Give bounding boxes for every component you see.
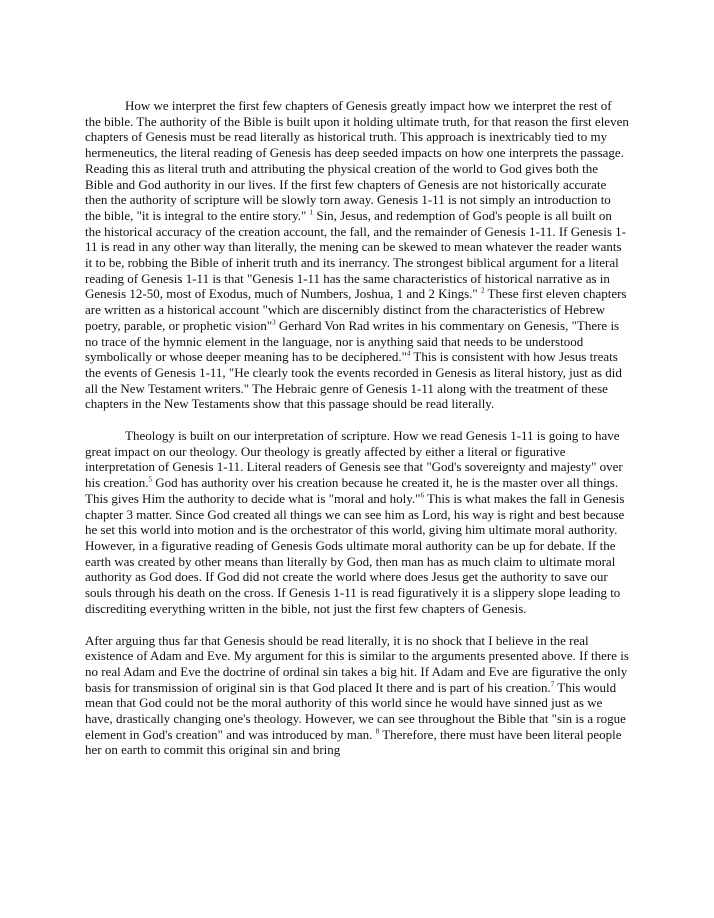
- paragraph-text: Therefore, there must have been literal people her on earth to commit this original sin and bring: [85, 726, 622, 758]
- footnote-reference: 5: [148, 475, 153, 484]
- paragraph-text: Sin, Jesus, and redemption of God's people is all built on the historical accuracy of the creation account, the fall, and the remainder of Genesis 1-11. If Genesis 1-11 is read in any other way than literally, the mening can be skewed to mean whatever the reader wants it to be, robbing the Bible of inherit truth and its inerrancy. The strongest biblical argument for a literal reading of Genesis 1-11 is that "Genesis 1-11 has the same characteristics of historical narrative as in Genesis 12-50, most of Exodus, much of Numbers, Joshua, 1 and 2 Kings.": [85, 207, 626, 302]
- paragraph-text: Gerhard Von Rad writes in his commentary on Genesis, "There is no trace of the hymnic element in the language, nor is anything said that needs to be understood symbolically or whose deeper meaning has to be deciphered.": [85, 317, 620, 365]
- body-paragraph: [85, 428, 629, 616]
- paragraph-text: Theology is built on our interpretation of scripture. How we read Genesis 1-11 is going to have great impact on our theology. Our theology is greatly affected by either a literal or figurative interpretation of Genesis 1-11. Literal readers of Genesis see that "God's sovereignty and majesty" over his creation.: [85, 428, 623, 491]
- document-body: [85, 98, 629, 774]
- body-paragraph: [85, 98, 629, 412]
- paragraph-text: After arguing thus far that Genesis should be read literally, it is no shock that I believe in the real existence of Adam and Eve. My argument for this is similar to the arguments presented above. If there is no real Adam and Eve the doctrine of ordinal sin takes a big hit. If Adam and Eve are figurative the only basis for transmission of original sin is that God placed It there and is part of his creation.: [85, 632, 629, 695]
- paragraph-text: How we interpret the first few chapters of Genesis greatly impact how we interpret the rest of the bible. The authority of the Bible is built upon it holding ultimate truth, for that reason the first eleven chapters of Genesis must be read literally as historical truth. This approach is inextricably tied to my hermeneutics, the literal reading of Genesis has deep seeded impacts on how one interprets the passage. Reading this as literal truth and attributing the physical creation of the world to God gives both the Bible and God authority in our lives. If the first few chapters of Genesis are not historically accurate then the authority of scripture will be slowly torn away. Genesis 1-11 is not simply an introduction to the bible, "it is integral to the entire story.": [85, 98, 629, 223]
- paragraph-text: This is consistent with how Jesus treats the events of Genesis 1-11, "He clearly took the events recorded in Genesis as literal history, just as did all the New Testament writers." The Hebraic genre of Genesis 1-11 along with the treatment of these chapters in the New Testaments show that this passage should be read literally.: [85, 349, 622, 412]
- footnote-reference: 7: [550, 680, 555, 689]
- footnote-reference: 2: [481, 287, 485, 296]
- footnote-reference: 6: [420, 491, 424, 500]
- body-paragraph: [85, 633, 629, 759]
- paragraph-text: God has authority over his creation because he created it, he is the master over all things. This gives Him the authority to decide what is "moral and holy.": [85, 475, 619, 506]
- paragraph-text: These first eleven chapters are written as a historical account "which are discernibly distinct from the characteristics of Hebrew poetry, parable, or prophetic vision": [85, 286, 627, 333]
- paragraph-text: This is what makes the fall in Genesis chapter 3 matter. Since God created all things we can see him as Lord, his way is right and best because he set this world into motion and is the orchestrator of this world, giving him ultimate moral authority. However, in a figurative reading of Genesis Gods ultimate moral authority can be up for debate. If the earth was created by other means than literally by God, then man has as much claim to ultimate moral authority as God does. If God did not create the world where does Jesus get the authority to save our souls through his death on the cross. If Genesis 1-11 is read figuratively it is a slippery slope leading to discrediting everything written in the bible, not just the first few chapters of Genesis.: [85, 490, 625, 616]
- footnote-reference: 4: [406, 349, 411, 358]
- paragraph-text: This would mean that God could not be the moral authority of this world since he would have sinned just as we have, drastically changing one's theology. However, we can see throughout the Bible that "sin is a rogue element in God's creation" and was introduced by man.: [85, 679, 626, 742]
- footnote-reference: 1: [309, 208, 314, 217]
- footnote-reference: 3: [272, 318, 276, 327]
- footnote-reference: 8: [375, 727, 380, 736]
